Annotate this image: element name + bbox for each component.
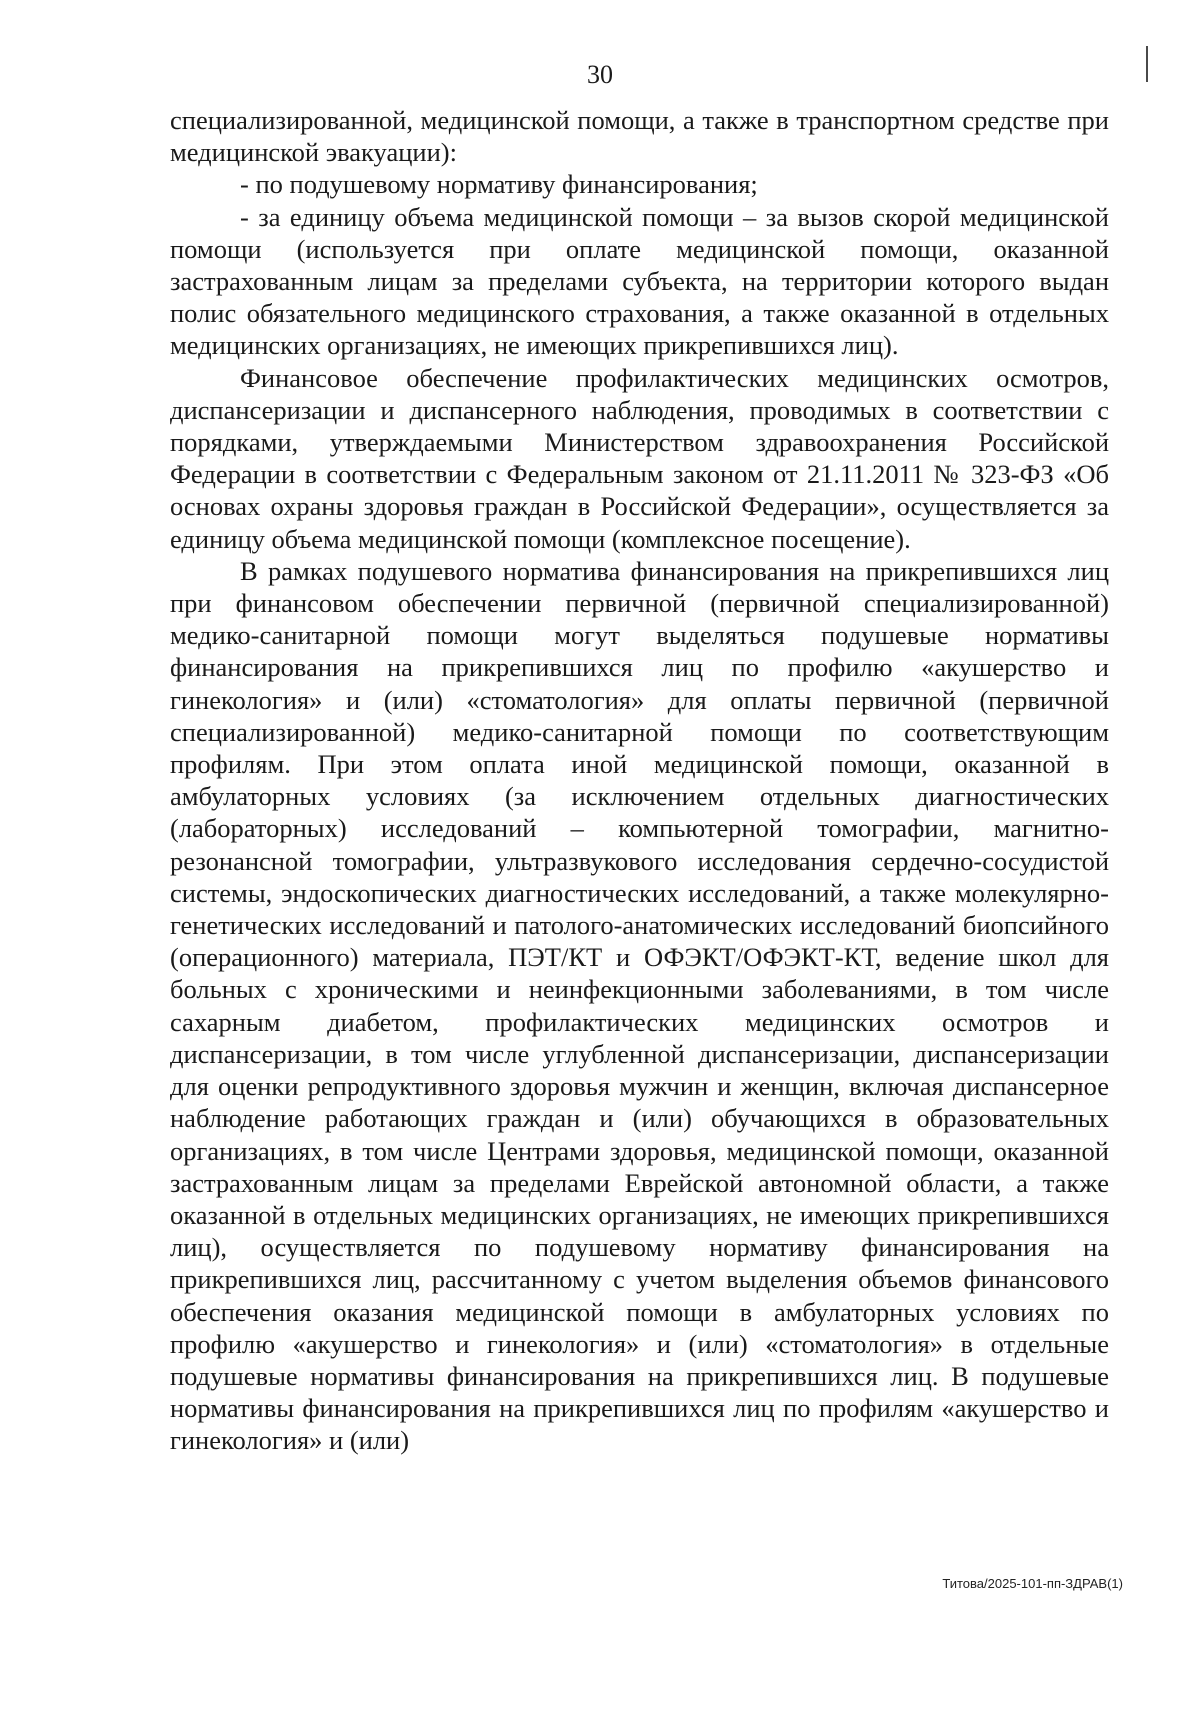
- scan-mark: [1146, 46, 1148, 82]
- document-body: [170, 104, 1109, 1457]
- paragraph-list-item-per-unit: - за единицу объема медицинской помощи – за вызов скорой медицинской помощи (используется при оплате медицинской помощи, оказанной застрахованным лицам за пределами субъекта, на территории которого выдан полис обязательного медицинского страхования, а также оказанной в отдельных медицинских организациях, не имеющих прикрепившихся лиц).: [170, 201, 1109, 361]
- paragraph-per-capita-norms: В рамках подушевого норматива финансирования на прикрепившихся лиц при финансовом обеспечении первичной (первичной специализированной) медико-санитарной помощи могут выделяться подушевые нормативы финансирования на прикрепившихся лиц по профилю «акушерство и гинекология» и (или) «стоматология» для оплаты первичной (первичной специализированной) медико-санитарной помощи по соответствующим профилям. При этом оплата иной медицинской помощи, оказанной в амбулаторных условиях (за исключением отдельных диагностических (лабораторных) исследований – компьютерной томографии, магнитно-резонансной томографии, ультразвукового исследования сердечно-сосудистой системы, эндоскопических диагностических исследований, а также молекулярно-генетических исследований и патолого-анатомических исследований биопсийного (операционного) материала, ПЭТ/КТ и ОФЭКТ/ОФЭКТ-КТ, ведение школ для больных с хроническими и неинфекционными заболеваниями, в том числе сахарным диабетом, профилактических медицинских осмотров и диспансеризации, в том числе углубленной диспансеризации, диспансеризации для оценки репродуктивного здоровья мужчин и женщин, включая диспансерное наблюдение работающих граждан и (или) обучающихся в образовательных организациях, в том числе Центрами здоровья, медицинской помощи, оказанной застрахованным лицам за пределами Еврейской автономной области, а также оказанной в отдельных медицинских организациях, не имеющих прикрепившихся лиц), осуществляется по подушевому нормативу финансирования на прикрепившихся лиц, рассчитанному с учетом выделения объемов финансового обеспечения оказания медицинской помощи в амбулаторных условиях по профилю «акушерство и гинекология» и (или) «стоматология» в отдельные подушевые нормативы финансирования на прикрепившихся лиц. В подушевые нормативы финансирования на прикрепившихся лиц по профилям «акушерство и гинекология» и (или): [170, 555, 1109, 1456]
- paragraph-list-item-per-capita: - по подушевому нормативу финансирования;: [240, 169, 758, 200]
- page-number: 30: [587, 60, 613, 89]
- paragraph-continuation: специализированной, медицинской помощи, а также в транспортном средстве при медицинской эвакуации):: [170, 105, 1109, 168]
- paragraph-financing: Финансовое обеспечение профилактических медицинских осмотров, диспансеризации и диспансерного наблюдения, проводимых в соответствии с порядками, утверждаемыми Министерством здравоохранения Российской Федерации в соответствии с Федеральным законом от 21.11.2011 № 323-ФЗ «Об основах охраны здоровья граждан в Российской Федерации», осуществляется за единицу объема медицинской помощи (комплексное посещение).: [170, 362, 1109, 554]
- document-code: Титова/2025-101-пп-ЗДРАВ(1): [942, 1576, 1123, 1591]
